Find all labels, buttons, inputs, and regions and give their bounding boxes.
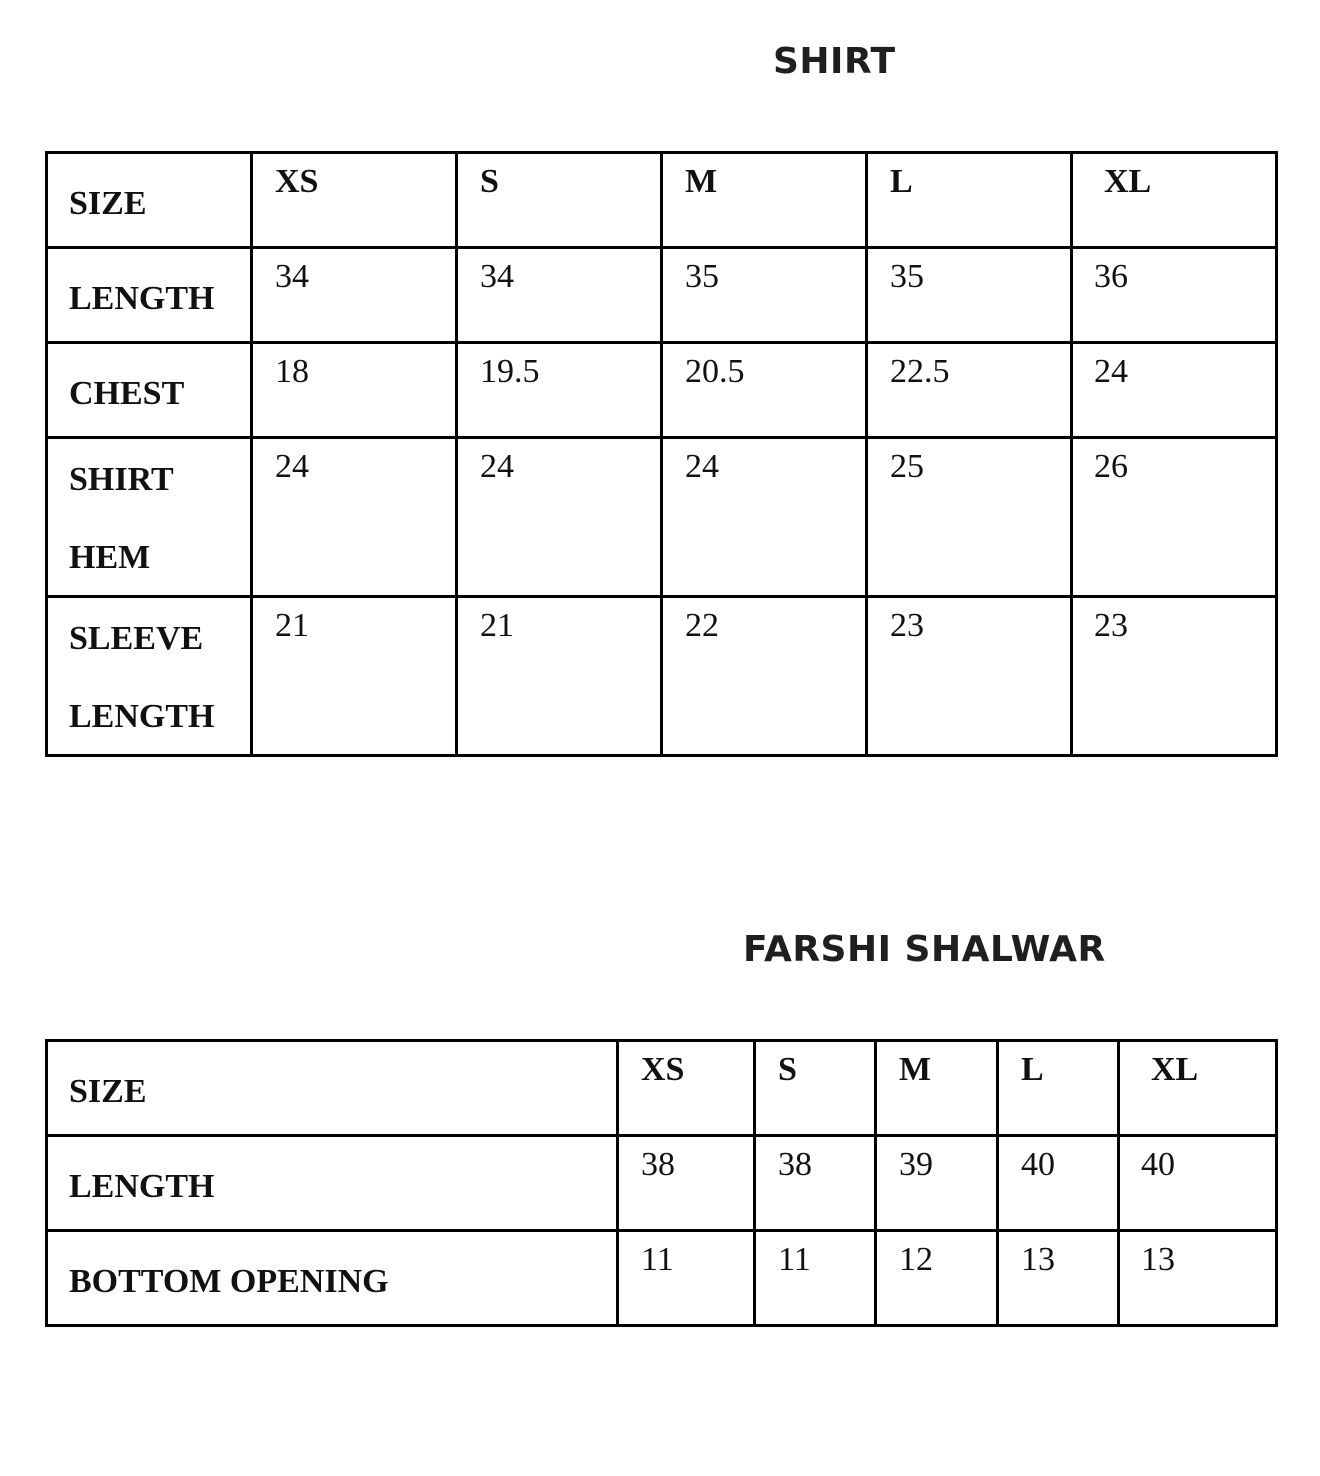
row-label: SLEEVE LENGTH (47, 597, 252, 756)
row-label: CHEST (47, 343, 252, 438)
row-label: SHIRT HEM (47, 438, 252, 597)
row-label: SIZE (47, 1041, 618, 1136)
table-cell: 22 (662, 597, 867, 756)
table-row (47, 1136, 1277, 1231)
table-row (47, 438, 1277, 597)
size-header-xs: XS (618, 1041, 755, 1136)
table-cell: 38 (618, 1136, 755, 1231)
table-cell: 24 (252, 438, 457, 597)
table-cell: 25 (867, 438, 1072, 597)
table-cell: 35 (867, 248, 1072, 343)
row-label: LENGTH (47, 248, 252, 343)
row-label: BOTTOM OPENING (47, 1231, 618, 1326)
table-cell: 20.5 (662, 343, 867, 438)
table-header-row (47, 153, 1277, 248)
table-cell: 24 (1072, 343, 1277, 438)
table-cell: 21 (457, 597, 662, 756)
table-cell: 24 (662, 438, 867, 597)
table-cell: 34 (252, 248, 457, 343)
size-header-xl: XL (1072, 153, 1277, 248)
size-header-l: L (867, 153, 1072, 248)
table-cell: 12 (876, 1231, 998, 1326)
table-row (47, 248, 1277, 343)
size-header-s: S (755, 1041, 876, 1136)
table-cell: 19.5 (457, 343, 662, 438)
table-row (47, 1231, 1277, 1326)
table-cell: 40 (1119, 1136, 1277, 1231)
table-cell: 39 (876, 1136, 998, 1231)
shalwar-title: FARSHI SHALWAR (743, 929, 1106, 970)
table-cell: 21 (252, 597, 457, 756)
shirt-title: SHIRT (773, 41, 896, 82)
table-cell: 38 (755, 1136, 876, 1231)
table-cell: 23 (867, 597, 1072, 756)
shalwar-size-table (45, 1039, 1278, 1327)
table-cell: 34 (457, 248, 662, 343)
table-cell: 35 (662, 248, 867, 343)
table-header-row (47, 1041, 1277, 1136)
table-row (47, 597, 1277, 756)
table-cell: 22.5 (867, 343, 1072, 438)
shirt-size-table (45, 151, 1278, 757)
table-cell: 36 (1072, 248, 1277, 343)
size-header-xl: XL (1119, 1041, 1277, 1136)
size-header-m: M (662, 153, 867, 248)
table-cell: 11 (755, 1231, 876, 1326)
table-cell: 18 (252, 343, 457, 438)
table-cell: 26 (1072, 438, 1277, 597)
table-row (47, 343, 1277, 438)
table-cell: 13 (998, 1231, 1119, 1326)
row-label: SIZE (47, 153, 252, 248)
size-header-m: M (876, 1041, 998, 1136)
table-cell: 23 (1072, 597, 1277, 756)
row-label: LENGTH (47, 1136, 618, 1231)
size-header-l: L (998, 1041, 1119, 1136)
table-cell: 40 (998, 1136, 1119, 1231)
size-header-s: S (457, 153, 662, 248)
table-cell: 13 (1119, 1231, 1277, 1326)
table-cell: 11 (618, 1231, 755, 1326)
table-cell: 24 (457, 438, 662, 597)
size-header-xs: XS (252, 153, 457, 248)
